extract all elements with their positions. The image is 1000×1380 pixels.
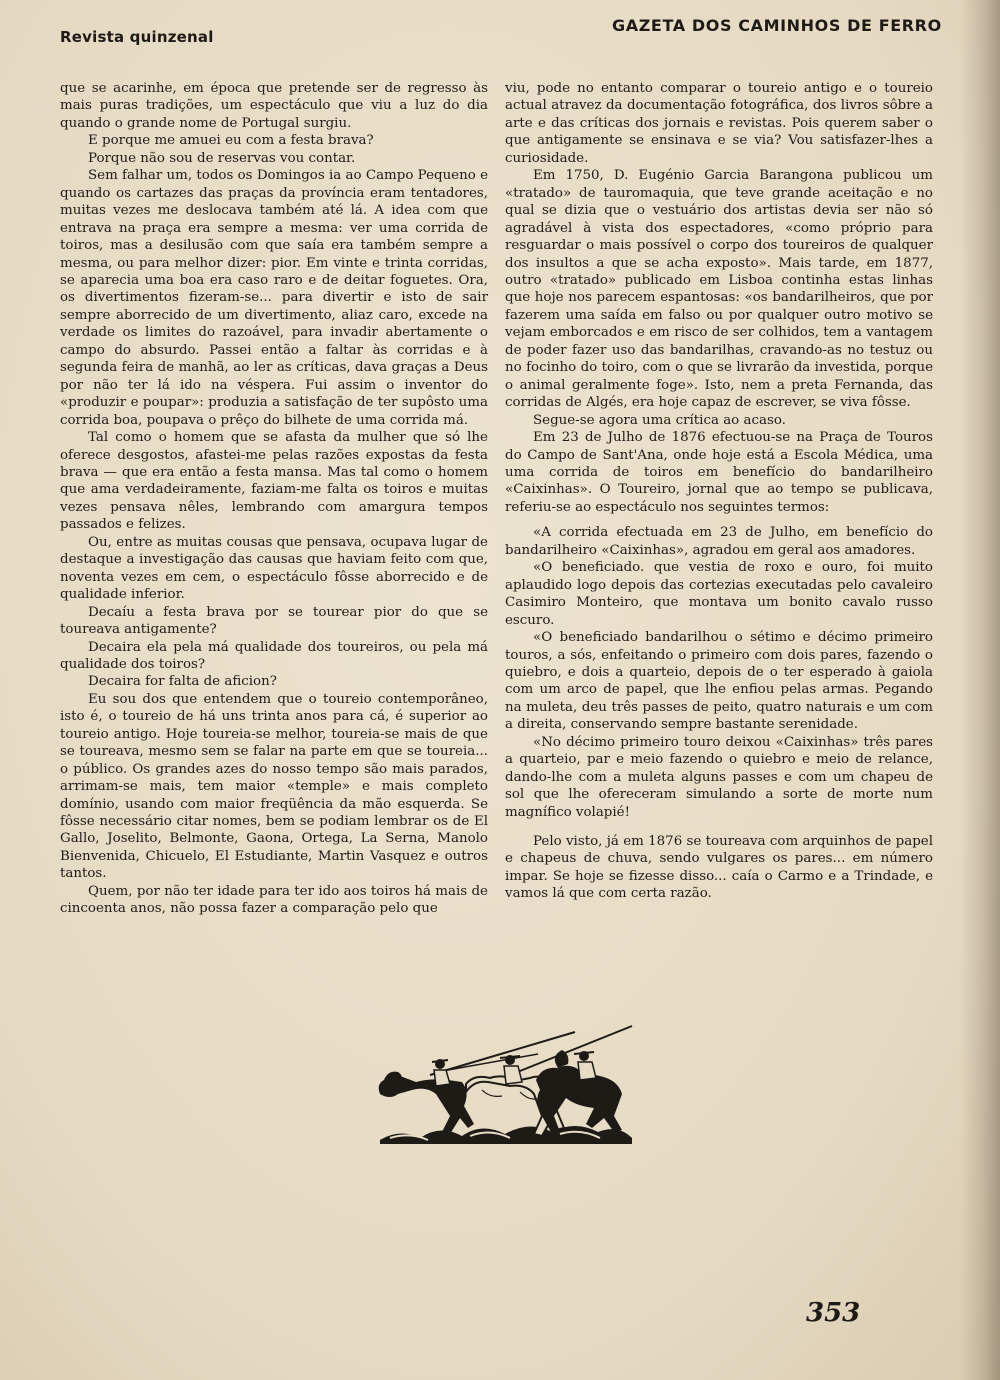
quote-paragraph: «O beneficiado bandarilhou o sétimo e décimo primeiro touros, a sós, enfeitando o primeiro com dois pares, fazendo o quiebro, e dois a quarteio, depois de o ter esperado à gaiola com um arco de papel, que lhe enfiou pelas armas. Pegando na muleta, deu três passes de peito, quatro naturais e um com a direita, conservando sempre bastante serenidade. <box>505 630 933 733</box>
right-text-column <box>505 80 933 903</box>
paragraph: Em 23 de Julho de 1876 efectuou-se na Praça de Touros do Campo de Sant'Ana, onde hoje está a Escola Médica, uma uma corrida de toiros em benefício do bandarilheiro «Caixinhas». O Toureiro, jornal que ao tempo se publicava, referiu-se ao espectáculo nos seguintes termos: <box>505 430 933 515</box>
bullfighters-on-horseback-icon <box>370 1020 640 1155</box>
paragraph: Porque não sou de reservas vou contar. <box>88 150 356 166</box>
paragraph: Sem falhar um, todos os Domingos ia ao Campo Pequeno e quando os cartazes das praças da província eram tentadores, muitas vezes me deslocava também até lá. A idea com que entrava na praça era sempre a mesma: ver uma corrida de toiros, mas a desilusão com que saía era também sempre a mesma, ou para melhor dizer: pior. Em vinte e trinta corridas, se aparecia uma boa era caso raro e de deitar foguetes. Ora, os divertimentos fizeram-se... para divertir e isto de sair sempre aborrecido de um divertimento, aliaz caro, excede na verdade os limites do razoável, para invadir abertamente o campo do absurdo. Passei então a faltar às corridas e à segunda feira de manhã, ao ler as críticas, dava graças a Deus por não ter lá ido na véspera. Fui assim o inventor do «produzir e poupar»: produzia a satisfação de ter supôsto uma corrida boa, poupava o prêço do bilhete de uma corrida má. <box>60 168 488 428</box>
page-binding-shadow <box>960 0 1000 1380</box>
paragraph: E porque me amuei eu com a festa brava? <box>88 133 374 149</box>
paragraph: Em 1750, D. Eugénio Garcia Barangona publicou um «tratado» de tauromaquia, que teve grande aceitação e no qual se dizia que o vestuário dos artistas devia ser não só agradável à vista dos espectadores, «como próprio para resguardar o mais possível o corpo dos toureiros de qualquer dos insultos a que se acha exposto». Mais tarde, em 1877, outro «tratado» publicado em Lisboa continha estas linhas que hoje nos parecem espantosas: «os bandarilheiros, que por fazerem uma saída em falso ou por qualquer outro motivo se vejam emborcados e em risco de ser colhidos, tem a vantagem de poder fazer uso das bandarilhas, cravando-as no testuz ou no focinho do toiro, com o que se livrarão da investida, porque o animal geralmente foge». Isto, nem a preta Fernanda, das corridas de Algés, era hoje capaz de escrever, se viva fôsse. <box>505 168 933 411</box>
paragraph: Ou, entre as muitas cousas que pensava, ocupava lugar de destaque a investigação das causas que haviam feito com que, noventa vezes em cem, o espectáculo fôsse aborrecido e de qualidade inferior. <box>60 534 488 603</box>
paragraph: Decaira ela pela má qualidade dos toureiros, ou pela má qualidade dos toiros? <box>60 639 488 672</box>
paragraph: Quem, por não ter idade para ter ido aos toiros há mais de cincoenta anos, não possa fazer a comparação pelo que <box>60 883 488 917</box>
paragraph: Eu sou dos que entendem que o toureio contemporâneo, isto é, o toureio de há uns trinta anos para cá, é superior ao toureio antigo. Hoje toureia-se melhor, toureia-se mais de que se toureava, mesmo sem se falar na parte em que se toureia... o público. Os grandes azes do nosso tempo são mais parados, arrimam-se mais, tem maior «temple» e mais completo domínio, usando com maior freqüência da mão esquerda. Se fôsse necessário citar nomes, bem se podiam lembrar os de El Gallo, Joselito, Belmonte, Gaona, Ortega, La Serna, Manolo Bienvenida, Chicuelo, El Estudiante, Martin Vasquez e outros tantos. <box>60 691 488 882</box>
header-publication-type: Revista quinzenal <box>60 28 214 46</box>
paragraph: Tal como o homem que se afasta da mulher que só lhe oferece desgostos, afastei-me pelas razões expostas da festa brava — que era então a festa mansa. Mas tal como o homem que ama verdadeiramente, faziam-me falta os toiros e muitas vezes pensava nêles, lembrando com amargura tempos passados e felizes. <box>60 430 488 533</box>
left-text-column <box>60 80 488 918</box>
page-number: 353 <box>806 1298 861 1328</box>
paragraph: Pelo visto, já em 1876 se toureava com arquinhos de papel e chapeus de chuva, sendo vulgares os pares... em número impar. Se hoje se fizesse disso... caía o Carmo e a Trindade, e vamos lá que com certa razão. <box>505 834 933 902</box>
paragraph: que se acarinhe, em época que pretende ser de regresso às mais puras tradições, um espectáculo que viu a luz do dia quando o grande nome de Portugal surgiu. <box>60 81 488 131</box>
quote-paragraph: «A corrida efectuada em 23 de Julho, em benefício do bandarilheiro «Caixinhas», agradou em geral aos amadores. <box>505 525 933 558</box>
paragraph: Decaira for falta de aficion? <box>88 674 277 690</box>
paragraph: Decaíu a festa brava por se tourear pior do que se toureava antigamente? <box>60 604 488 638</box>
quote-paragraph: «O beneficiado. que vestia de roxo e ouro, foi muito aplaudido logo depois das cortezias executadas pelo cavaleiro Casimiro Monteiro, que montava um bonito cavalo russo escuro. <box>505 560 933 628</box>
paragraph: Segue-se agora uma crítica ao acaso. <box>533 412 786 428</box>
paragraph: viu, pode no entanto comparar o toureio antigo e o toureio actual atravez da documentação fotográfica, dos livros sôbre a arte e das críticas dos jornais e revistas. Pois querem saber o que antigamente se ensinava e se via? Vou satisfazer-lhes a curiosidade. <box>505 81 933 166</box>
quote-paragraph: «No décimo primeiro touro deixou «Caixinhas» três pares a quarteio, par e meio fazendo o quiebro e meio de relance, dando-lhe com a muleta alguns passes e com um chapeu de sol que lhe ofereceram simulando a sorte de morte num magnífico volapié! <box>505 734 933 820</box>
header-magazine-title: GAZETA DOS CAMINHOS DE FERRO <box>612 16 942 35</box>
